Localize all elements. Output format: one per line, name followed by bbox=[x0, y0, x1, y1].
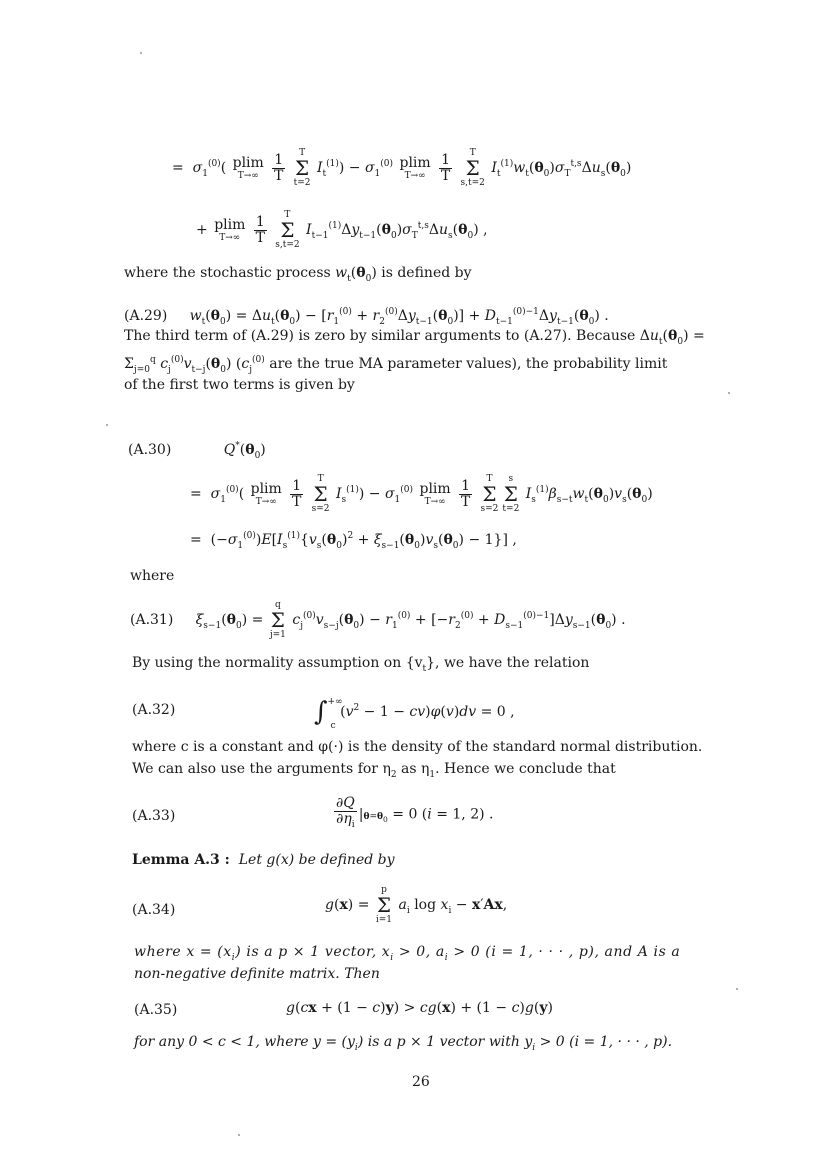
equation-number: (A.31) bbox=[130, 612, 174, 628]
equation-number: (A.30) bbox=[128, 442, 172, 458]
scan-speck bbox=[728, 392, 730, 394]
equation-continuation-line-2: + plim T→∞ $\frac{1}{T}$ T Σ s,t=2 $I_{t-1}^{(1)}\Delta y_{t-1}(\theta_0)\sigma_T^{t,s}\Delta u_s(\theta_0)$ , bbox=[196, 210, 488, 250]
text-third-term-1: The third term of (A.29) is zero by similar arguments to (A.27). Because $\Delta u_t(\theta_0)$ = bbox=[124, 328, 705, 347]
equation-a30-line-2: = $\sigma_1^{(0)}$( plim T→∞ $\frac{1}{T}$ T Σ s=2 $I_s^{(1)}) - \sigma_1^{(0)}$ plim T→∞ $\frac{1}{T}$ T Σ s=2 s Σ t=2 $I_s^{(1)}\beta_{s-t}w_t(\theta_0)v_s(\theta_0)$ bbox=[190, 474, 653, 514]
lemma-heading: Lemma A.3 : Let g(x) be defined by bbox=[132, 852, 395, 868]
equation-number: (A.33) bbox=[132, 808, 176, 824]
text-constant-2: We can also use the arguments for $\eta_2$ as $\eta_1$. Hence we conclude that bbox=[132, 761, 616, 780]
equation-a33 bbox=[132, 808, 175, 824]
equation-a33-body: $\frac{\partial Q}{\partial\eta_i}$ $|\theta=\theta_0 = 0$ (i = 1, 2) . bbox=[336, 795, 494, 830]
equation-a31: (A.31) $\xi_{s-1}(\theta_0)$ = q Σ j=1 $c_j^{(0)}v_{s-j}(\theta_0) - r_1^{(0)} + [-r_2^{(0)} + D_{s-1}^{(0)-1}]\Delta y_{s-1}(\theta_0)$ . bbox=[130, 600, 626, 640]
scan-speck bbox=[238, 1134, 240, 1136]
equation-a32 bbox=[132, 702, 175, 718]
text-where-process: where the stochastic process $w_t(\theta_0)$ is defined by bbox=[124, 265, 472, 284]
equation-number: (A.32) bbox=[132, 702, 176, 718]
equation-a30-head: (A.30) $Q^*(\theta_0)$ bbox=[128, 441, 266, 461]
equation-number: (A.34) bbox=[132, 902, 176, 918]
lemma-where-2: non-negative definite matrix. Then bbox=[134, 966, 380, 982]
equation-a29: (A.29) $w_t(\theta_0) = \Delta u_t(\theta_0) - [r_1^{(0)} + r_2^{(0)}\Delta y_{t-1}(\theta_0)] + D_{t-1}^{(0)-1}\Delta y_{t-1}(\theta_0)$ . bbox=[124, 307, 609, 327]
equation-a35 bbox=[134, 1002, 177, 1018]
equation-continuation-line-1: = $\sigma_1^{(0)}$( plim T→∞ $\frac{1}{T}$ T Σ t=2 $I_t^{(1)}) - \sigma_1^{(0)}$ plim T→∞ $\frac{1}{T}$ T Σ s,t=2 $I_t^{(1)}w_t(\theta_0)\sigma_T^{t,s}\Delta u_s(\theta_0)$ bbox=[172, 148, 632, 188]
scan-speck bbox=[736, 988, 738, 990]
text-third-term-2: $\Sigma_{j=0}^q$ $c_j^{(0)}v_{t-j}(\theta_0)$ ($c_j^{(0)}$ are the true MA parameter values), the probability limit bbox=[124, 355, 668, 375]
text-where: where bbox=[130, 568, 175, 584]
equation-number: (A.35) bbox=[134, 1002, 178, 1018]
scan-speck bbox=[106, 424, 108, 426]
page-number: 26 bbox=[412, 1074, 430, 1090]
equation-a32-body: $\int^{+\infty}_c$ $(v^2 - 1 - cv)\varphi(v)dv = 0$ , bbox=[314, 697, 515, 731]
scan-speck bbox=[140, 52, 142, 54]
equation-number: (A.29) bbox=[124, 308, 168, 324]
lemma-where-1: where $x = (x_i)$ is a p × 1 vector, $x_i > 0$, $a_i > 0$ (i = 1, · · · , p), and A is a bbox=[134, 944, 681, 963]
text-third-term-3: of the first two terms is given by bbox=[124, 377, 355, 393]
equation-a34-body: g(x) = p Σ i=1 $a_i$ $\log x_i - x'Ax$, bbox=[325, 885, 508, 925]
text-constant-1: where c is a constant and φ(·) is the density of the standard normal distribution. bbox=[132, 739, 703, 755]
equation-a34 bbox=[132, 902, 175, 918]
equation-a30-line-3: = $(-\sigma_1^{(0)})E[I_s^{(1)}\{v_s(\theta_0)^2 + \xi_{s-1}(\theta_0)v_s(\theta_0) - 1\}]$ , bbox=[190, 531, 517, 551]
equation-a35-body: g(cx + (1 − c)y) > cg(x) + (1 − c)g(y) bbox=[286, 1000, 553, 1016]
lemma-any: for any 0 < c < 1, where $y = (y_i)$ is a p × 1 vector with $y_i > 0$ (i = 1, · · · , p). bbox=[134, 1034, 673, 1053]
text-normality: By using the normality assumption on $\{v_t\}$, we have the relation bbox=[132, 655, 590, 674]
